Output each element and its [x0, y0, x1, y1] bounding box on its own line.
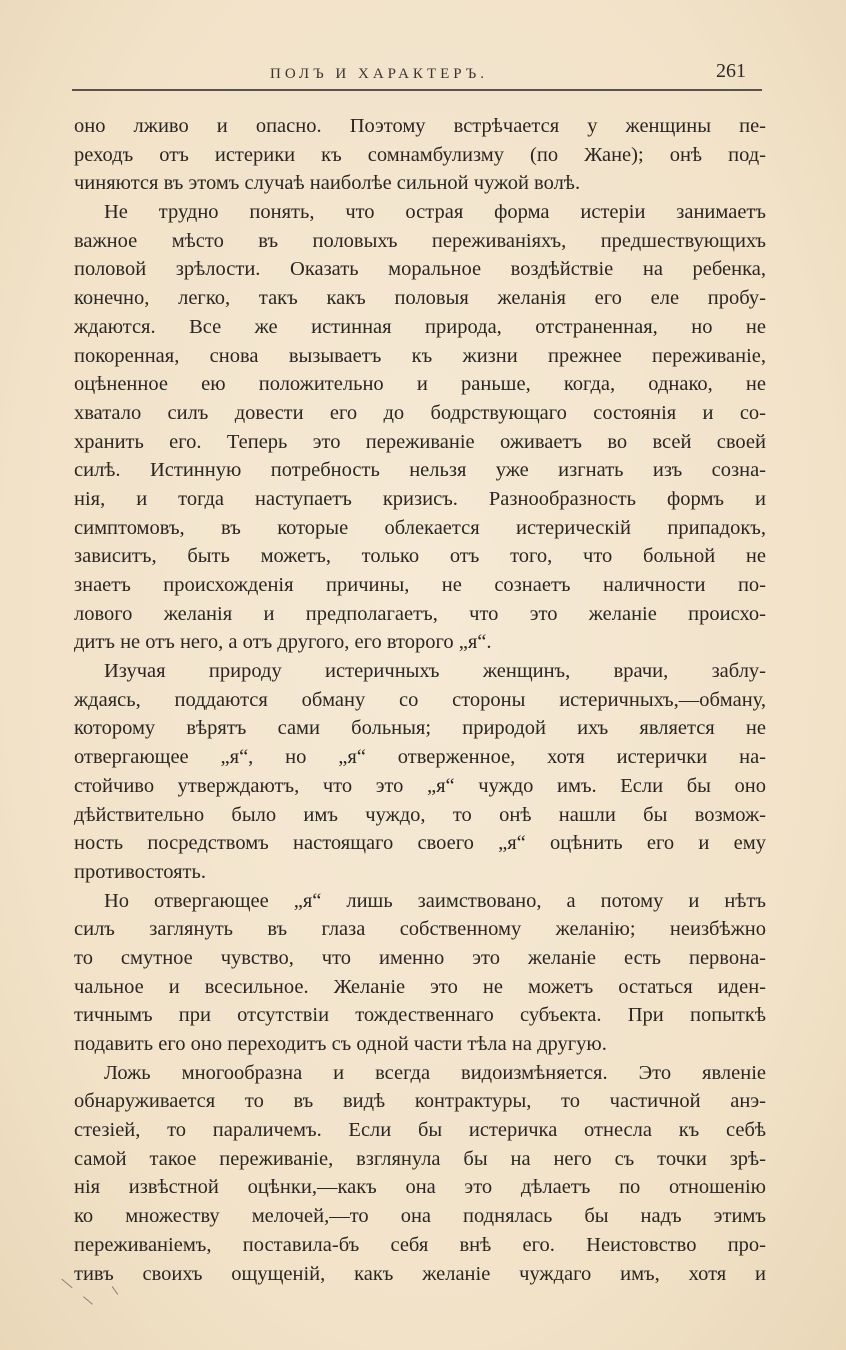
text-line: ность посредствомъ настоящаго своего „я“ оцѣнить его и ему: [74, 832, 766, 855]
text-line: конечно, легко, такъ какъ половыя желанія его еле пробу-: [74, 287, 766, 310]
text-line: стойчиво утверждаютъ, что это „я“ чуждо имъ. Если бы оно: [74, 774, 766, 797]
text-line: нія извѣстной оцѣнки,—какъ она это дѣлаетъ по отношенію: [74, 1176, 766, 1199]
text-line: оно лживо и опасно. Поэтому встрѣчается у женщины пе-: [74, 115, 766, 137]
text-line: чальное и всесильное. Желаніе это не можетъ остаться иден-: [74, 975, 766, 998]
text-line: реходъ отъ истерики къ сомнамбулизму (по Жане); онѣ под-: [74, 143, 766, 166]
text-line: важное мѣсто въ половыхъ переживаніяхъ, предшествующихъ: [74, 229, 766, 252]
text-line: ко множеству мелочей,—то она поднялась бы надъ этимъ: [74, 1205, 766, 1228]
text-line: переживаніемъ, поставила-бъ себя внѣ его. Неистовство про-: [74, 1233, 766, 1256]
text-line: противостоять.: [74, 860, 206, 883]
text-line: дѣйствительно было имъ чуждо, то онѣ нашли бы возмож-: [74, 803, 766, 826]
text-line: знаетъ происхожденія причины, не сознаетъ наличности по-: [74, 574, 766, 596]
text-line: силъ заглянуть въ глаза собственному желанію; неизбѣжно: [74, 918, 766, 941]
body-text: [74, 112, 766, 1288]
text-line: чиняются въ этомъ случаѣ наиболѣе сильной чужой волѣ.: [74, 172, 581, 195]
text-line: симптомовъ, въ которые облекается истерическій припадокъ,: [74, 516, 766, 539]
text-line: ждаются. Все же истинная природа, отстраненная, но не: [74, 315, 766, 338]
page-number: 261: [716, 60, 746, 82]
text-line: отвергающее „я“, но „я“ отверженное, хотя истерички на-: [74, 746, 766, 769]
text-line: силѣ. Истинную потребность нельзя уже изгнать изъ созна-: [74, 459, 766, 482]
text-line: покоренная, снова вызываетъ къ жизни прежнее переживаніе,: [74, 344, 766, 367]
text-line: то смутное чувство, что именно это желаніе есть первона-: [74, 946, 766, 969]
text-line: хватало силъ довести его до бодрствующаго состоянія и со-: [74, 401, 766, 424]
text-line: зависитъ, быть можетъ, только отъ того, что больной не: [74, 545, 766, 568]
text-line: обнаруживается то въ видѣ контрактуры, то частичной анэ-: [74, 1090, 766, 1113]
text-line: дитъ не отъ него, а отъ другого, его второго „я“.: [74, 631, 492, 654]
text-line: оцѣненное ею положительно и раньше, когда, однако, не: [74, 373, 766, 396]
text-line: нія, и тогда наступаетъ кризисъ. Разнообразность формъ и: [74, 487, 766, 510]
text-line: стезіей, то параличемъ. Если бы истеричка отнесла къ себѣ: [74, 1119, 766, 1142]
text-line: самой такое переживаніе, взглянула бы на него съ точки зрѣ-: [74, 1147, 766, 1170]
paper-scratch-mark: [83, 1296, 93, 1304]
text-line: подавить его оно переходитъ съ одной части тѣла на другую.: [74, 1033, 607, 1055]
text-line: ждаясь, поддаются обману со стороны истеричныхъ,—обману,: [74, 688, 766, 711]
text-line: Не трудно понять, что острая форма истеріи занимаетъ: [104, 201, 766, 224]
text-line: тичнымъ при отсутствіи тождественнаго субъекта. При попыткѣ: [74, 1004, 766, 1027]
text-line: половой зрѣлости. Оказать моральное воздѣйствіе на ребенка,: [74, 258, 766, 281]
text-line: которому вѣрятъ сами больныя; природой ихъ является не: [74, 717, 766, 740]
text-line: Ложь многообразна и всегда видоизмѣняется. Это явленіе: [104, 1061, 766, 1084]
text-line: хранить его. Теперь это переживаніе оживаетъ во всей своей: [74, 430, 766, 453]
text-line: Но отвергающее „я“ лишь заимствовано, а потому и нѣтъ: [104, 889, 766, 912]
text-line: лового желанія и предполагаетъ, что это желаніе происхо-: [74, 602, 766, 625]
text-line: Изучая природу истеричныхъ женщинъ, врачи, заблу-: [104, 660, 766, 683]
text-line: тивъ своихъ ощущеній, какъ желаніе чуждаго имъ, хотя и: [74, 1262, 766, 1285]
page-header: [72, 58, 762, 92]
header-rule: [72, 89, 762, 91]
paper-scratch-mark: [61, 1279, 72, 1289]
running-title: ПОЛЪ И ХАРАКТЕРЪ.: [270, 66, 488, 82]
